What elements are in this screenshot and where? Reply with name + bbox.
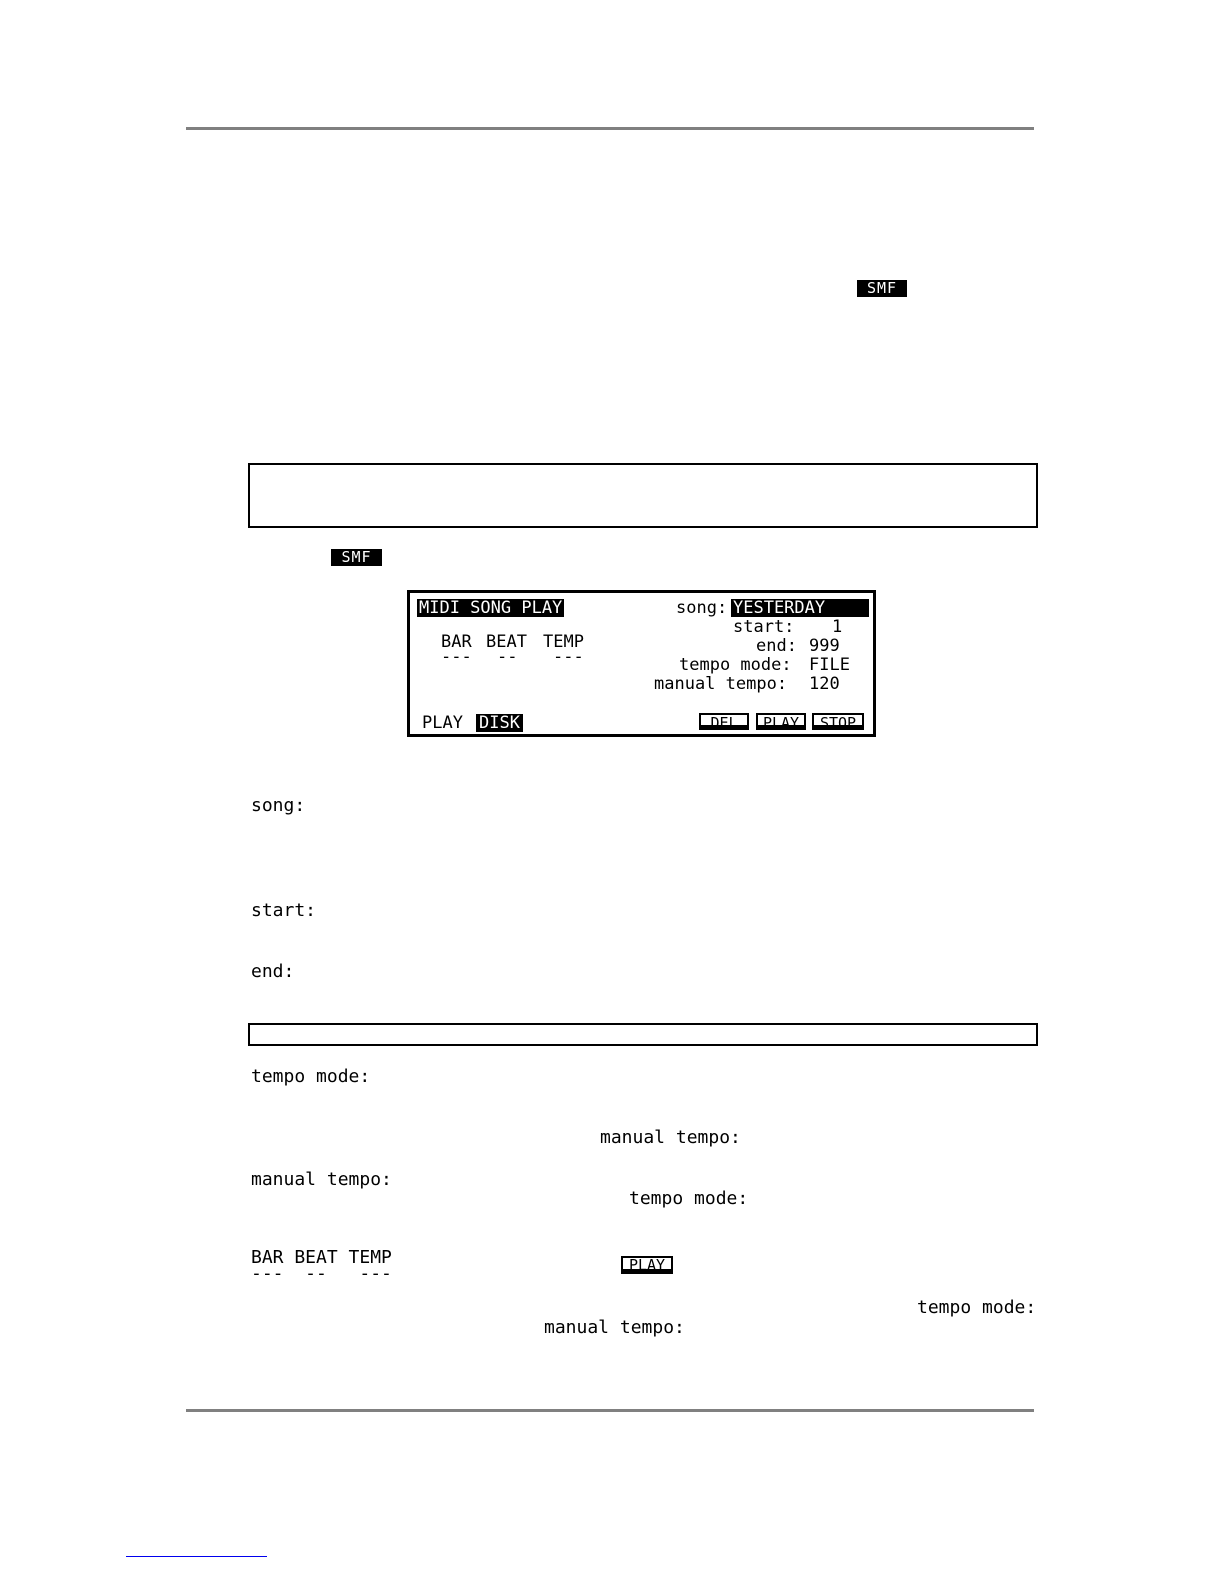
ref-tempo-mode-1: tempo mode:: [629, 1188, 749, 1209]
param-bar-beat-temp: BAR BEAT TEMP: [251, 1247, 392, 1268]
lcd-del-button[interactable]: DEL: [699, 713, 749, 730]
ref-tempo-mode-2: tempo mode:: [917, 1297, 1037, 1318]
lcd-end-value[interactable]: 999: [809, 636, 840, 656]
lcd-song-field[interactable]: YESTERDAY: [731, 599, 869, 617]
lcd-manual-tempo-value[interactable]: 120: [809, 674, 840, 694]
lcd-tab-disk[interactable]: DISK: [476, 714, 523, 732]
bottom-rule: [186, 1409, 1034, 1412]
smf-chip-top: SMF: [857, 280, 907, 297]
lcd-start-label: start:: [733, 617, 795, 637]
lcd-play-button[interactable]: PLAY: [756, 713, 806, 730]
lcd-end-label: end:: [756, 636, 797, 656]
lcd-manual-tempo-label: manual tempo:: [654, 674, 788, 694]
lcd-tab-play[interactable]: PLAY: [422, 713, 463, 733]
note-box-2: [248, 1023, 1038, 1046]
param-manual-tempo: manual tempo:: [251, 1169, 392, 1190]
ref-manual-tempo-1: manual tempo:: [600, 1127, 741, 1148]
lcd-start-value[interactable]: 1: [832, 617, 843, 637]
smf-chip-inline: SMF: [331, 549, 382, 566]
param-end: end:: [251, 961, 295, 982]
lcd-col-bar: BAR: [441, 632, 472, 652]
footer-link-underline[interactable]: [126, 1556, 267, 1557]
note-box: [248, 463, 1038, 528]
lcd-song-label: song:: [676, 598, 728, 618]
play-button-ref: PLAY: [621, 1256, 673, 1274]
lcd-col-beat: BEAT: [486, 632, 527, 652]
lcd-screen: [407, 590, 876, 737]
ref-manual-tempo-2: manual tempo:: [544, 1317, 685, 1338]
lcd-dash-bar: ---: [441, 647, 472, 667]
top-rule: [186, 127, 1034, 130]
param-tempo-mode: tempo mode:: [251, 1066, 371, 1087]
lcd-dash-temp: ---: [553, 647, 584, 667]
lcd-stop-button[interactable]: STOP: [812, 713, 864, 730]
lcd-tempo-mode-value[interactable]: FILE: [809, 655, 850, 675]
lcd-title: MIDI SONG PLAY: [419, 598, 563, 618]
lcd-dash-beat: --: [497, 647, 518, 667]
param-song: song:: [251, 795, 306, 816]
lcd-tempo-mode-label: tempo mode:: [679, 655, 792, 675]
param-start: start:: [251, 900, 317, 921]
lcd-col-temp: TEMP: [543, 632, 584, 652]
param-bar-dashes: --- -- ---: [251, 1263, 392, 1284]
